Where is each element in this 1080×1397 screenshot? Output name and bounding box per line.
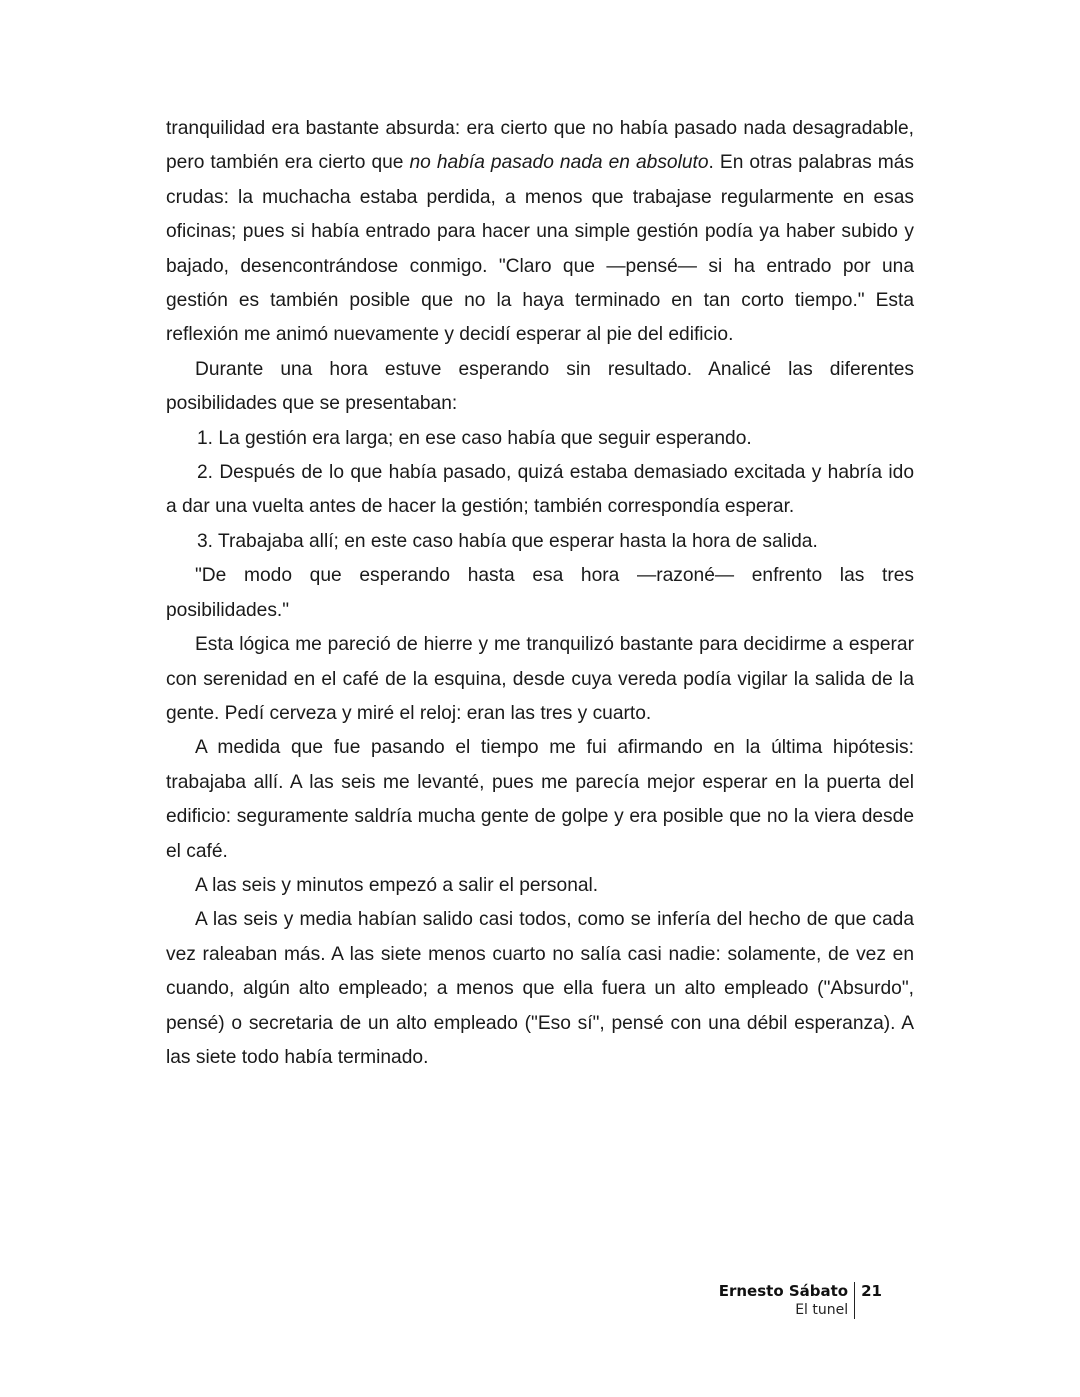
paragraph-text: . En otras palabras más crudas: la muchacha estaba perdida, a menos que trabajase regularmente en esas oficinas; pues si había entrado para hacer una simple gestión podía ya haber subido y bajado, desencontrándose conmigo. "Claro que —pensé— si ha entrado por una gestión es también posible que no la haya terminado en tan corto tiempo." Esta reflexión me animó nuevamente y decidí esperar al pie del edificio. [166, 152, 914, 346]
paragraph: Durante una hora estuve esperando sin resultado. Analicé las diferentes posibilidades que se presentaban: [166, 358, 914, 415]
footer-attribution [719, 1282, 855, 1319]
paragraph: Esta lógica me pareció de hierre y me tranquilizó bastante para decidirme a esperar con serenidad en el café de la esquina, desde cuya vereda podía vigilar la salida de la gente. Pedí cerveza y miré el reloj: eran las tres y cuarto. [166, 634, 914, 724]
page-footer [719, 1282, 882, 1319]
paragraph-text: tranquilidad era bastante absurda: era cierto que no había pasado nada desagradable, pero también era cierto que [166, 118, 914, 174]
italic-emphasis: no había pasado nada en absoluto [409, 152, 709, 174]
footer-author: Ernesto Sábato [718, 1282, 849, 1300]
paragraph: A las seis y minutos empezó a salir el personal. [195, 874, 599, 896]
page-number: 21 [861, 1282, 882, 1300]
paragraph: A medida que fue pasando el tiempo me fui afirmando en la última hipótesis: trabajaba allí. A las seis me levanté, pues me parecía mejor esperar en la puerta del edificio: seguramente saldría mucha gente de golpe y era posible que no la viera desde el café. [166, 737, 914, 862]
list-item: 3. Trabajaba allí; en este caso había que esperar hasta la hora de salida. [197, 530, 818, 552]
paragraph: A las seis y media habían salido casi todos, como se infería del hecho de que cada vez raleaban más. A las siete menos cuarto no salía casi nadie: solamente, de vez en cuando, algún alto empleado; a menos que ella fuera un alto empleado ("Absurdo", pensé) o secretaria de un alto empleado ("Eso sí", pensé con una débil esperanza). A las siete todo había terminado. [166, 909, 914, 1068]
list-item: 1. La gestión era larga; en ese caso había que seguir esperando. [197, 427, 752, 449]
paragraph-continuation [166, 112, 914, 353]
page-body [166, 112, 914, 1075]
list-item: 2. Después de lo que había pasado, quizá estaba demasiado excitada y habría ido a dar una vuelta antes de hacer la gestión; también correspondía esperar. [166, 462, 914, 518]
paragraph: "De modo que esperando hasta esa hora —razoné— enfrento las tres posibilidades." [166, 565, 914, 621]
footer-book-title: El tunel [795, 1302, 849, 1318]
